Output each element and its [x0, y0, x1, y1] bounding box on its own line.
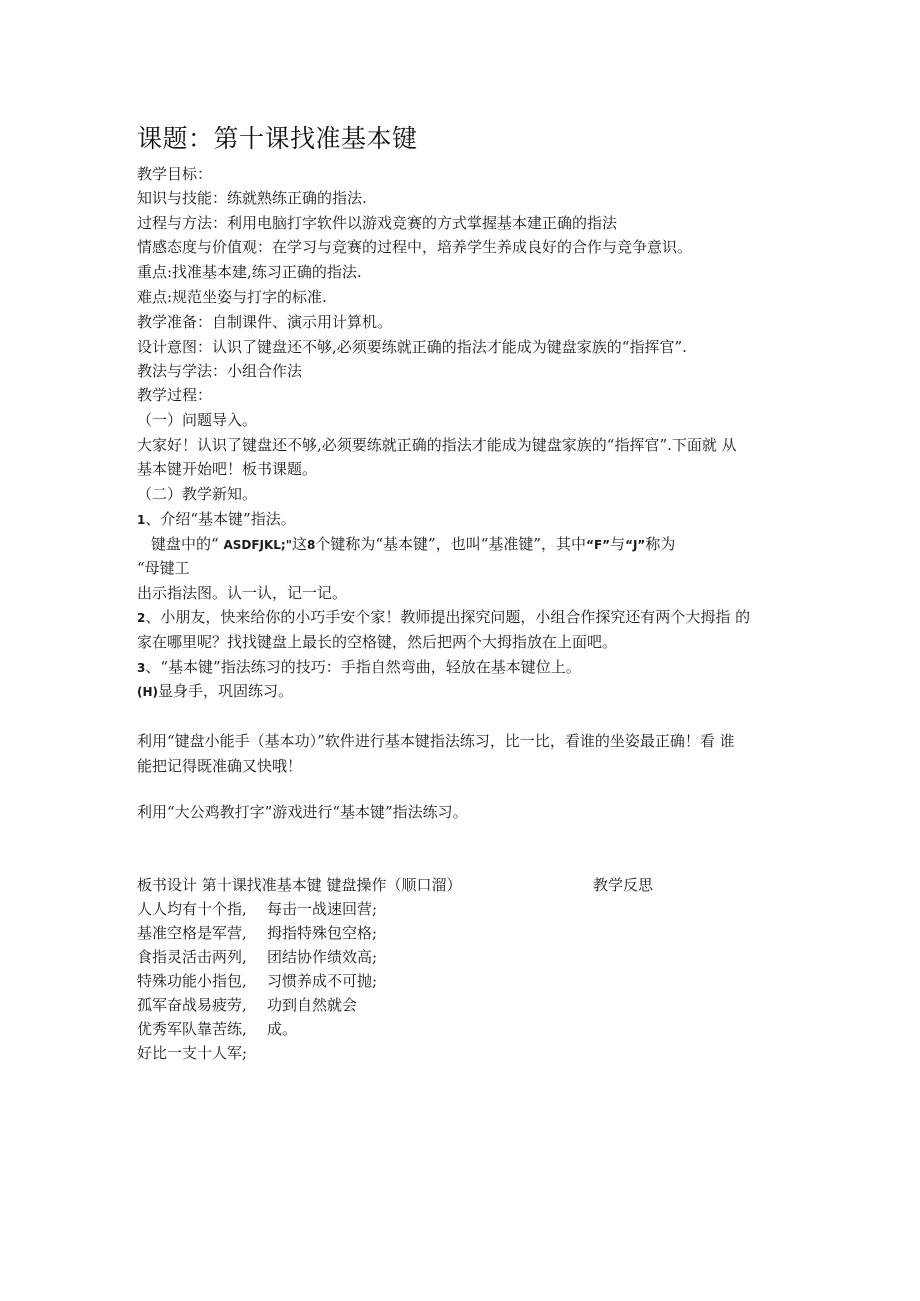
item-4 — [137, 680, 293, 703]
practice-1-line-1: 利用“键盘小能手（基本功）”软件进行基本键指法练习，比一比，看谁的坐姿最正确！看 谁 — [137, 732, 735, 750]
item-3 — [137, 656, 581, 679]
home-keys-mid2: 个键称为“基本键”，也叫“基准键”，其中 — [315, 535, 587, 553]
intro-paragraph-line-1: 大家好！认识了键盘还不够,必须要练就正确的指法才能成为键盘家族的“指挥官”.下面就 从 — [137, 436, 737, 454]
rhyme-right-line: 习惯养成不可抛; — [267, 972, 378, 990]
item-2-line-2: 家在哪里呢？找找键盘上最长的空格键，然后把两个大拇指放在上面吧。 — [137, 633, 618, 651]
section-1-heading: （一）问题导入。 — [137, 411, 258, 429]
rhyme-right-line: 成。 — [267, 1020, 298, 1038]
rhyme-left-line: 特殊功能小指包, — [137, 972, 247, 990]
difficulty: 难点:规范坐姿与打字的标准. — [137, 288, 327, 306]
process-heading: 教学过程： — [137, 386, 213, 404]
practice-2: 利用“大公鸡教打字”游戏进行“基本键”指法练习。 — [137, 803, 468, 821]
item-3-text: 、“基本键”指法练习的技巧：手指自然弯曲，轻放在基本键位上。 — [145, 658, 581, 676]
home-keys-pre: 键盘中的“ — [151, 535, 224, 553]
mother-keys-line: “母键工 — [137, 559, 190, 577]
home-keys-yu: 与 — [610, 535, 626, 553]
rhyme-left-line: 孤军奋战易疲劳, — [137, 996, 247, 1014]
item-2-number: 2 — [137, 611, 146, 625]
home-keys-post: 称为 — [645, 535, 676, 553]
teaching-reflection-heading: 教学反思 — [593, 876, 654, 894]
item-3-number: 3 — [137, 661, 146, 675]
rhyme-right-line: 团结协作绩效高; — [267, 948, 378, 966]
page-title: 课题：第十课找准基本键 — [137, 124, 418, 153]
objectives-heading: 教学目标： — [137, 165, 213, 183]
item-1-text: 、介绍“基本键”指法。 — [145, 510, 296, 528]
process-methods: 过程与方法：利用电脑打字软件以游戏竞赛的方式掌握基本建正确的指法 — [137, 214, 618, 232]
rhyme-left-line: 好比一支十人军; — [137, 1044, 248, 1062]
home-keys-count: 8 — [307, 538, 316, 552]
rhyme-right-line: 拇指特殊包空格; — [267, 924, 378, 942]
rhyme-left-line: 人人均有十个指, — [137, 900, 247, 918]
rhyme-left-line: 食指灵活击两列, — [137, 948, 247, 966]
rhyme-left-line: 基准空格是军营, — [137, 924, 247, 942]
show-diagram-line: 出示指法图。认一认，记一记。 — [137, 584, 348, 602]
key-point: 重点:找准基本建,练习正确的指法. — [137, 263, 362, 281]
item-4-text: 显身手，巩固练习。 — [158, 682, 294, 700]
home-keys-mid1: 这 — [292, 535, 308, 553]
preparation: 教学准备：自制课件、演示用计算机。 — [137, 313, 393, 331]
item-2-line-1 — [137, 606, 750, 629]
key-j: “J” — [625, 538, 646, 552]
rhyme-right-line: 功到自然就会 — [267, 996, 358, 1014]
attitude-values: 情感态度与价值观：在学习与竞赛的过程中，培养学生养成良好的合作与竞争意识。 — [137, 238, 693, 256]
knowledge-skills: 知识与技能：练就熟练正确的指法. — [137, 189, 367, 207]
rhyme-left-line: 优秀军队靠苦练, — [137, 1020, 247, 1038]
home-keys-letters: ASDFJKL;" — [223, 538, 292, 552]
home-keys-line — [151, 533, 675, 556]
board-design-heading: 板书设计 第十课找准基本键 键盘操作（顺口溜） — [137, 876, 462, 894]
section-2-heading: （二）教学新知。 — [137, 485, 258, 503]
practice-1-line-2: 能把记得既准确又快哦！ — [137, 757, 303, 775]
teaching-methods: 教法与学法：小组合作法 — [137, 362, 303, 380]
item-1 — [137, 508, 296, 531]
rhyme-right-line: 每击一战速回营; — [267, 900, 378, 918]
key-f: “F” — [586, 538, 611, 552]
item-1-number: 1 — [137, 513, 146, 527]
item-4-number: (H) — [137, 685, 159, 699]
design-intent: 设计意图：认识了键盘还不够,必须要练就正确的指法才能成为键盘家族的“指挥官”. — [137, 338, 687, 356]
item-2-text: 、小朋友，快来给你的小巧手安个家！教师提出探究问题，小组合作探究还有两个大拇指 的 — [145, 608, 751, 626]
intro-paragraph-line-2: 基本键开始吧！板书课题。 — [137, 460, 318, 478]
